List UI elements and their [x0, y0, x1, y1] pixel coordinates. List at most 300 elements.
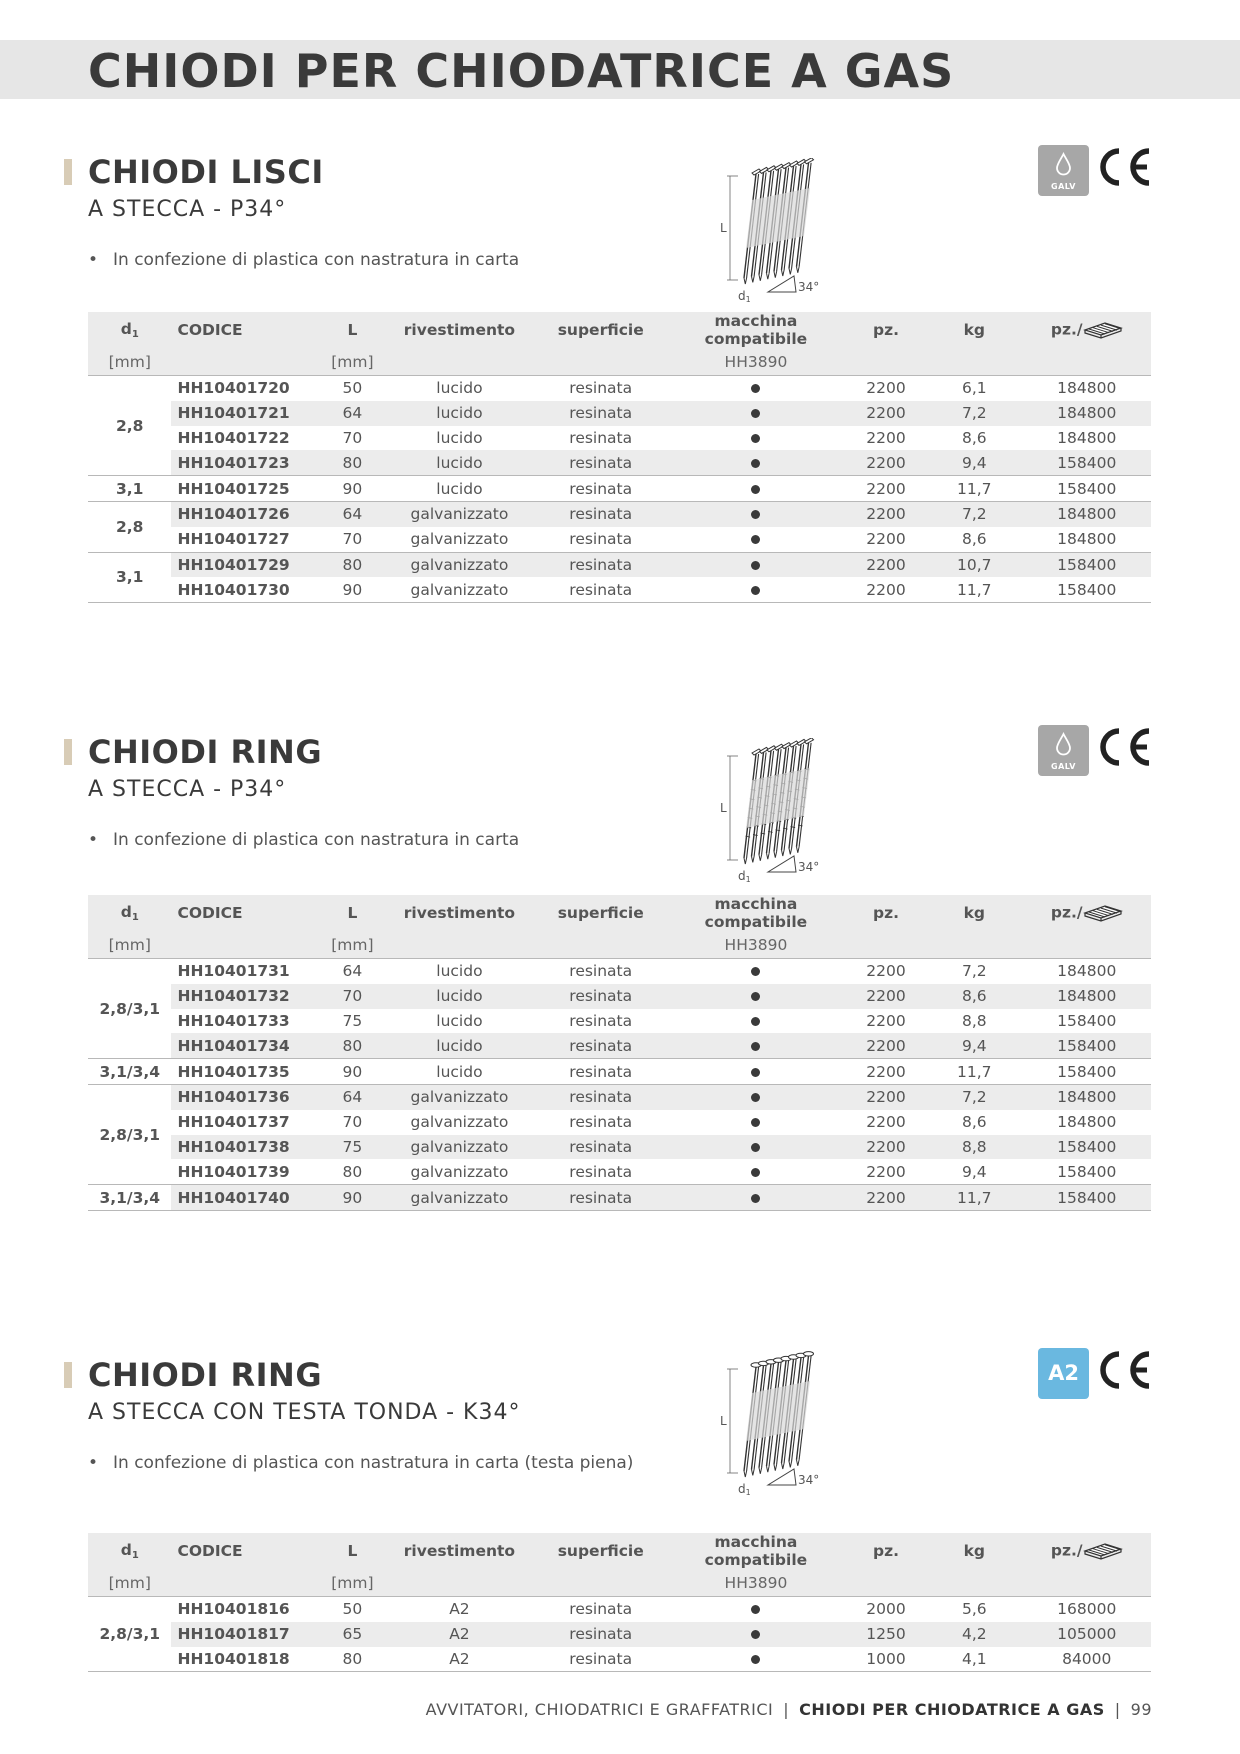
a2-steel-badge — [1038, 1348, 1089, 1399]
compatible-dot-icon — [751, 1068, 760, 1077]
angle-label: 34° — [798, 860, 820, 874]
table-row — [88, 1647, 1151, 1672]
compatible-dot-icon — [751, 967, 760, 976]
angle-label: 34° — [798, 1473, 820, 1487]
cell-length: 64 — [321, 1084, 383, 1109]
cell-pz-pallet: 158400 — [1022, 1033, 1151, 1058]
cell-pz: 1000 — [866, 1649, 906, 1668]
cell-codice: HH10401722 — [177, 428, 290, 447]
cell-codice: HH10401817 — [171, 1622, 321, 1647]
col-header-pz: pz. — [872, 1542, 899, 1560]
nail-strip-illustration — [718, 158, 828, 303]
col-header-d1-label: d — [120, 320, 132, 338]
cell-codice: HH10401818 — [177, 1649, 290, 1668]
cell-macchina — [666, 1159, 846, 1184]
cell-macchina — [666, 426, 846, 451]
table-row — [88, 1135, 1151, 1160]
cell-pz: 2200 — [866, 580, 906, 599]
cell-superficie: resinata — [535, 450, 666, 475]
pallet-icon — [1083, 1541, 1123, 1561]
ce-mark-icon — [1097, 725, 1153, 769]
unit-d1: [mm] — [108, 1573, 151, 1592]
cell-pz-pallet: 158400 — [1022, 450, 1151, 475]
bullet-text: In confezione di plastica con nastratura in carta — [113, 830, 520, 850]
cell-superficie: resinata — [535, 984, 666, 1009]
table-header-row — [88, 312, 1151, 348]
cell-d1: 3,1 — [88, 476, 171, 502]
cell-macchina — [666, 476, 846, 502]
cell-macchina — [666, 1110, 846, 1135]
unit-length: [mm] — [331, 352, 374, 371]
cell-superficie: resinata — [569, 1649, 633, 1668]
unit-empty — [926, 931, 1022, 959]
compatible-dot-icon — [751, 1093, 760, 1102]
cell-pz-pallet: 158400 — [1022, 1185, 1151, 1211]
badge-label: GALV — [1051, 762, 1076, 771]
table-row — [88, 1597, 1151, 1622]
col-header-d1-label: d — [120, 903, 132, 921]
cell-length: 50 — [342, 1600, 363, 1619]
cell-kg: 8,6 — [961, 530, 987, 549]
cell-codice: HH10401739 — [177, 1162, 290, 1181]
col-header-superficie: superficie — [557, 1542, 644, 1560]
cell-d1: 2,8/3,1 — [88, 1597, 171, 1672]
cell-codice: HH10401730 — [177, 580, 290, 599]
page-title: CHIODI PER CHIODATRICE A GAS — [88, 44, 955, 98]
table-row — [88, 577, 1151, 602]
cell-pz: 2200 — [846, 1185, 926, 1211]
col-header-length: L — [347, 321, 358, 339]
table-row — [88, 1159, 1151, 1184]
cell-superficie: resinata — [569, 1011, 633, 1030]
compatible-dot-icon — [751, 535, 760, 544]
cell-length: 80 — [342, 1162, 363, 1181]
unit-empty — [535, 348, 666, 376]
unit-empty — [926, 1569, 1022, 1597]
bullet-note — [88, 250, 519, 270]
unit-length: [mm] — [331, 1573, 374, 1592]
col-header-d1-label: d — [120, 1541, 132, 1559]
length-label: L — [720, 1414, 727, 1428]
cell-codice: HH10401738 — [171, 1135, 321, 1160]
cell-pz-pallet: 158400 — [1057, 479, 1117, 498]
col-header-kg: kg — [963, 321, 985, 339]
cell-pz: 2000 — [866, 1600, 906, 1619]
cell-rivestimento: galvanizzato — [383, 501, 535, 526]
unit-empty — [171, 348, 321, 376]
product-table — [88, 312, 1151, 603]
table-row — [88, 1084, 1151, 1109]
col-header-superficie: superficie — [557, 321, 644, 339]
cell-rivestimento: lucido — [436, 379, 483, 398]
cell-kg: 8,6 — [926, 984, 1022, 1009]
compatible-dot-icon — [751, 586, 760, 595]
table-row — [88, 450, 1151, 475]
cell-d1: 3,1/3,4 — [88, 1185, 171, 1211]
table-unit-row — [88, 1569, 1151, 1597]
cell-pz: 2200 — [846, 401, 926, 426]
pallet-icon — [1083, 320, 1123, 340]
machine-model: HH3890 — [724, 935, 788, 954]
cell-pz: 2200 — [866, 1011, 906, 1030]
galv-badge — [1038, 725, 1089, 776]
diameter-label: d1 — [738, 869, 751, 883]
cell-superficie: resinata — [535, 1033, 666, 1058]
cell-macchina — [666, 1009, 846, 1034]
cell-length: 90 — [342, 479, 363, 498]
table-row — [88, 426, 1151, 451]
cell-d1: 3,1 — [88, 552, 171, 603]
section-marker — [64, 159, 72, 185]
table-row — [88, 1622, 1151, 1647]
cell-kg: 4,1 — [961, 1649, 987, 1668]
machine-model: HH3890 — [724, 1573, 788, 1592]
unit-empty — [383, 1569, 535, 1597]
compatible-dot-icon — [751, 1143, 760, 1152]
cell-rivestimento: lucido — [383, 450, 535, 475]
section-marker — [64, 739, 72, 765]
cell-length: 50 — [342, 379, 363, 398]
cell-d1: 2,8 — [88, 376, 171, 476]
cell-pz: 2200 — [866, 428, 906, 447]
cell-pz-pallet: 184800 — [1057, 962, 1117, 981]
cell-codice: HH10401720 — [177, 379, 290, 398]
cell-codice: HH10401723 — [171, 450, 321, 475]
col-header-d1 — [88, 895, 171, 931]
unit-empty — [535, 931, 666, 959]
cell-kg: 9,4 — [926, 1033, 1022, 1058]
unit-empty — [171, 931, 321, 959]
bullet-note — [88, 1453, 633, 1473]
compatible-dot-icon — [751, 434, 760, 443]
cell-d1: 2,8 — [88, 501, 171, 552]
table-unit-row — [88, 348, 1151, 376]
cell-length: 75 — [342, 1011, 363, 1030]
cell-kg: 8,8 — [961, 1011, 987, 1030]
cell-macchina — [666, 450, 846, 475]
product-table — [88, 1533, 1151, 1672]
table-row — [88, 376, 1151, 401]
col-header-length: L — [347, 1542, 358, 1560]
cell-rivestimento: galvanizzato — [383, 1135, 535, 1160]
table-row — [88, 1185, 1151, 1211]
cell-codice: HH10401735 — [177, 1062, 290, 1081]
cell-kg: 9,4 — [926, 450, 1022, 475]
compatible-dot-icon — [751, 1017, 760, 1026]
col-header-macchina: macchina compatibile — [704, 895, 808, 931]
cell-codice: HH10401731 — [177, 962, 290, 981]
cell-length: 65 — [321, 1622, 383, 1647]
table-row — [88, 1059, 1151, 1085]
cell-rivestimento: lucido — [383, 984, 535, 1009]
cell-macchina — [666, 1033, 846, 1058]
cell-kg: 8,6 — [961, 428, 987, 447]
unit-empty — [383, 348, 535, 376]
table-row — [88, 984, 1151, 1009]
col-header-rivestimento: rivestimento — [403, 1542, 516, 1560]
cell-pz: 2200 — [846, 1033, 926, 1058]
cell-pz-pallet: 184800 — [1022, 501, 1151, 526]
page-footer — [426, 1700, 1152, 1719]
cell-superficie: resinata — [535, 1135, 666, 1160]
cell-length: 80 — [321, 1033, 383, 1058]
unit-empty — [383, 931, 535, 959]
cell-d1: 2,8/3,1 — [88, 959, 171, 1059]
nail-strip-illustration — [718, 1351, 828, 1496]
col-header-macchina: macchina compatibile — [704, 312, 808, 348]
unit-empty — [846, 931, 926, 959]
col-header-d1-sub: 1 — [131, 912, 139, 923]
unit-empty — [1022, 348, 1151, 376]
table-row — [88, 1110, 1151, 1135]
table-unit-row — [88, 931, 1151, 959]
bullet-dot: • — [88, 250, 99, 270]
cell-pz-pallet: 158400 — [1022, 552, 1151, 577]
col-header-macchina: macchina compatibile — [704, 1533, 808, 1569]
compatible-dot-icon — [751, 459, 760, 468]
cell-d1: 3,1/3,4 — [88, 1059, 171, 1085]
col-header-pz-pallet-label: pz./ — [1050, 903, 1083, 922]
cell-macchina — [666, 1084, 846, 1109]
col-header-pz: pz. — [872, 904, 899, 922]
cell-codice: HH10401727 — [177, 530, 290, 549]
cell-kg: 6,1 — [961, 379, 987, 398]
col-header-kg: kg — [963, 904, 985, 922]
cell-pz: 2200 — [866, 962, 906, 981]
cell-superficie: resinata — [535, 501, 666, 526]
table-row — [88, 527, 1151, 552]
cell-pz: 2200 — [866, 530, 906, 549]
cell-kg: 7,2 — [926, 1084, 1022, 1109]
ce-mark-icon — [1097, 1348, 1153, 1392]
cell-pz: 2200 — [866, 1062, 906, 1081]
cell-superficie: resinata — [535, 552, 666, 577]
cell-length: 80 — [342, 1649, 363, 1668]
cell-d1: 2,8/3,1 — [88, 1084, 171, 1184]
cell-superficie: resinata — [569, 1113, 633, 1132]
product-table — [88, 895, 1151, 1211]
compatible-dot-icon — [751, 1630, 760, 1639]
cell-pz-pallet: 184800 — [1022, 984, 1151, 1009]
footer-section: CHIODI PER CHIODATRICE A GAS — [799, 1700, 1105, 1719]
cell-kg: 5,6 — [961, 1600, 987, 1619]
cell-codice: HH10401726 — [171, 501, 321, 526]
cell-pz-pallet: 158400 — [1057, 580, 1117, 599]
cell-pz-pallet: 158400 — [1057, 1011, 1117, 1030]
compatible-dot-icon — [751, 561, 760, 570]
footer-separator: | — [1114, 1700, 1121, 1719]
cell-kg: 9,4 — [961, 1162, 987, 1181]
col-header-d1-sub: 1 — [131, 329, 139, 340]
cell-codice: HH10401816 — [177, 1600, 290, 1619]
cell-superficie: resinata — [569, 530, 633, 549]
cell-pz: 2200 — [866, 1162, 906, 1181]
water-drop-icon — [1055, 152, 1072, 176]
compatible-dot-icon — [751, 409, 760, 418]
cell-rivestimento: galvanizzato — [410, 1113, 509, 1132]
cell-length: 64 — [342, 962, 363, 981]
diameter-label: d1 — [738, 289, 751, 303]
col-header-d1 — [88, 312, 171, 348]
galv-badge — [1038, 145, 1089, 196]
col-header-d1 — [88, 1533, 171, 1569]
compatible-dot-icon — [751, 1605, 760, 1614]
cell-macchina — [666, 1647, 846, 1672]
bullet-note — [88, 830, 519, 850]
col-header-codice: CODICE — [177, 1542, 243, 1560]
cell-codice: HH10401736 — [171, 1084, 321, 1109]
nail-strip-illustration — [718, 738, 828, 883]
cell-superficie: resinata — [535, 1622, 666, 1647]
angle-label: 34° — [798, 280, 820, 294]
cell-rivestimento: lucido — [436, 962, 483, 981]
unit-empty — [171, 1569, 321, 1597]
compatible-dot-icon — [751, 510, 760, 519]
cell-kg: 8,8 — [926, 1135, 1022, 1160]
cell-pz: 2200 — [846, 552, 926, 577]
cell-length: 64 — [321, 401, 383, 426]
machine-model: HH3890 — [724, 352, 788, 371]
cell-codice: HH10401725 — [177, 479, 290, 498]
cell-superficie: resinata — [535, 1084, 666, 1109]
cell-kg: 11,7 — [957, 479, 992, 498]
col-header-pz-pallet — [1022, 312, 1151, 348]
cell-kg: 7,2 — [926, 501, 1022, 526]
cell-pz: 2200 — [846, 984, 926, 1009]
cell-kg: 7,2 — [961, 962, 987, 981]
col-header-length: L — [347, 904, 358, 922]
page-number: 99 — [1130, 1700, 1152, 1719]
cell-macchina — [666, 984, 846, 1009]
table-row — [88, 1009, 1151, 1034]
section-subtitle: A STECCA - P34° — [88, 197, 287, 222]
compatible-dot-icon — [751, 1194, 760, 1203]
col-header-rivestimento: rivestimento — [403, 321, 516, 339]
cell-length: 90 — [321, 1185, 383, 1211]
table-row — [88, 552, 1151, 577]
cell-macchina — [666, 959, 846, 984]
cell-macchina — [666, 376, 846, 401]
cell-rivestimento: lucido — [383, 1033, 535, 1058]
cell-superficie: resinata — [569, 1162, 633, 1181]
compatible-dot-icon — [751, 485, 760, 494]
cell-superficie: resinata — [569, 479, 633, 498]
cell-macchina — [666, 401, 846, 426]
section-subtitle: A STECCA - P34° — [88, 777, 287, 802]
cell-rivestimento: galvanizzato — [383, 1185, 535, 1211]
cell-pz: 2200 — [866, 379, 906, 398]
col-header-pz-pallet-label: pz./ — [1050, 1541, 1083, 1560]
cell-pz: 2200 — [866, 479, 906, 498]
cell-kg: 11,7 — [957, 580, 992, 599]
water-drop-icon — [1055, 732, 1072, 756]
cell-rivestimento: A2 — [449, 1600, 470, 1619]
pallet-icon — [1083, 903, 1123, 923]
cell-rivestimento: lucido — [436, 479, 483, 498]
cell-kg: 11,7 — [957, 1062, 992, 1081]
cell-superficie: resinata — [569, 428, 633, 447]
col-header-codice: CODICE — [177, 321, 243, 339]
cell-superficie: resinata — [569, 379, 633, 398]
unit-empty — [926, 348, 1022, 376]
table-row — [88, 1033, 1151, 1058]
cell-macchina — [666, 1622, 846, 1647]
cell-codice: HH10401734 — [171, 1033, 321, 1058]
unit-d1: [mm] — [108, 935, 151, 954]
cell-pz: 2200 — [846, 1135, 926, 1160]
cell-kg: 7,2 — [926, 401, 1022, 426]
cell-pz-pallet: 105000 — [1022, 1622, 1151, 1647]
compatible-dot-icon — [751, 384, 760, 393]
unit-length: [mm] — [331, 935, 374, 954]
cell-rivestimento: A2 — [449, 1649, 470, 1668]
cell-codice: HH10401729 — [171, 552, 321, 577]
unit-empty — [1022, 931, 1151, 959]
compatible-dot-icon — [751, 1042, 760, 1051]
section-subtitle: A STECCA CON TESTA TONDA - K34° — [88, 1400, 521, 1425]
cell-pz: 2200 — [846, 1084, 926, 1109]
cell-superficie: resinata — [569, 580, 633, 599]
cell-pz-pallet: 168000 — [1057, 1600, 1117, 1619]
compatible-dot-icon — [751, 992, 760, 1001]
cell-rivestimento: galvanizzato — [410, 530, 509, 549]
cell-rivestimento: lucido — [436, 428, 483, 447]
bullet-dot: • — [88, 1453, 99, 1473]
cell-pz-pallet: 158400 — [1057, 1162, 1117, 1181]
col-header-rivestimento: rivestimento — [403, 904, 516, 922]
cell-superficie: resinata — [569, 962, 633, 981]
cell-length: 64 — [321, 501, 383, 526]
unit-d1: [mm] — [108, 352, 151, 371]
length-label: L — [720, 801, 727, 815]
col-header-d1-sub: 1 — [131, 1550, 139, 1561]
section-title: CHIODI RING — [88, 733, 323, 771]
col-header-pz-pallet — [1022, 1533, 1151, 1569]
cell-pz: 2200 — [846, 501, 926, 526]
bullet-dot: • — [88, 830, 99, 850]
cell-length: 80 — [321, 552, 383, 577]
footer-category: AVVITATORI, CHIODATRICI E GRAFFATRICI — [425, 1700, 774, 1719]
cell-codice: HH10401732 — [171, 984, 321, 1009]
section-title: CHIODI RING — [88, 1356, 323, 1394]
compatible-dot-icon — [751, 1168, 760, 1177]
unit-empty — [535, 1569, 666, 1597]
cell-pz-pallet: 184800 — [1057, 530, 1117, 549]
cell-pz-pallet: 158400 — [1057, 1062, 1117, 1081]
footer-separator: | — [783, 1700, 790, 1719]
cell-macchina — [666, 1135, 846, 1160]
cell-pz-pallet: 184800 — [1022, 401, 1151, 426]
compatible-dot-icon — [751, 1655, 760, 1664]
diameter-label: d1 — [738, 1482, 751, 1496]
cell-macchina — [666, 1185, 846, 1211]
table-header-row — [88, 1533, 1151, 1569]
bullet-text: In confezione di plastica con nastratura in carta — [113, 250, 520, 270]
cell-rivestimento: lucido — [436, 1011, 483, 1030]
cell-macchina — [666, 501, 846, 526]
table-row — [88, 401, 1151, 426]
cell-codice: HH10401721 — [171, 401, 321, 426]
section-marker — [64, 1362, 72, 1388]
cell-pz-pallet: 184800 — [1057, 379, 1117, 398]
col-header-superficie: superficie — [557, 904, 644, 922]
cell-pz-pallet: 184800 — [1057, 428, 1117, 447]
cell-macchina — [666, 1597, 846, 1622]
cell-length: 70 — [321, 984, 383, 1009]
cell-superficie: resinata — [569, 1600, 633, 1619]
section-title: CHIODI LISCI — [88, 153, 324, 191]
cell-kg: 4,2 — [926, 1622, 1022, 1647]
